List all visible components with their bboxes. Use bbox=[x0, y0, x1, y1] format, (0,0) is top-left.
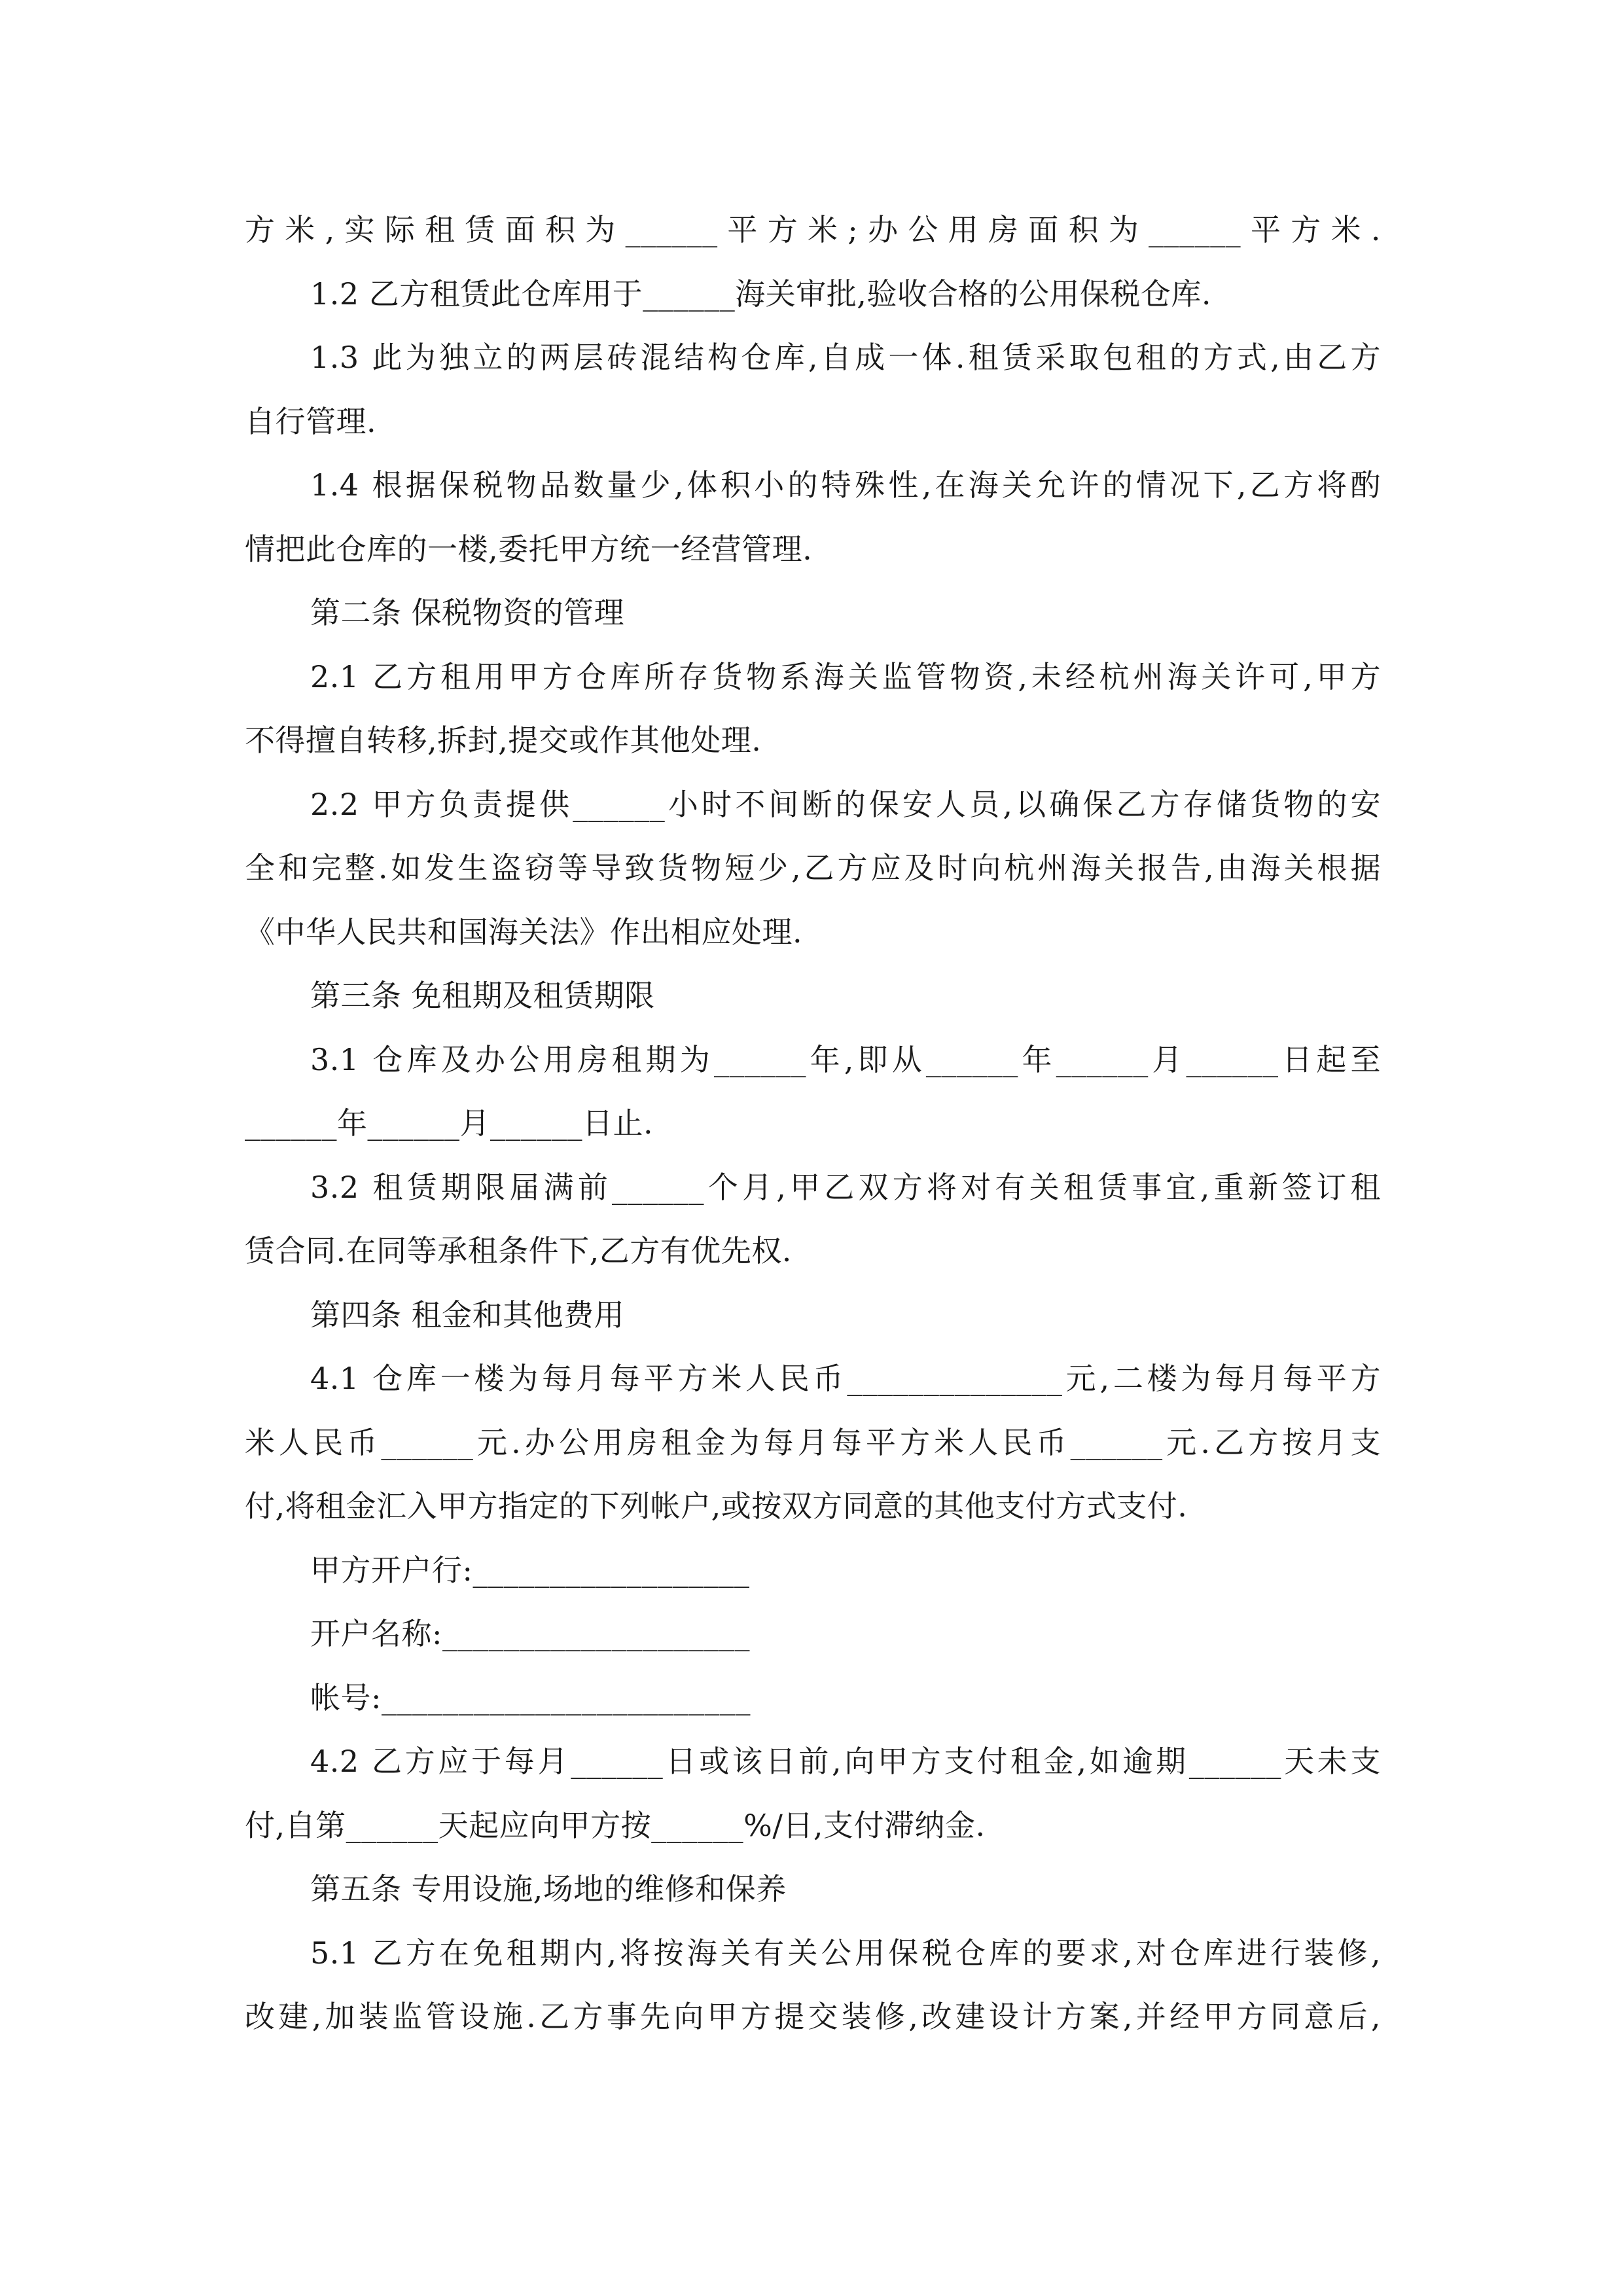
text-line: 赁合同.在同等承租条件下,乙方有优先权. bbox=[245, 1233, 792, 1268]
clause-5-1: 5.1 乙方在免租期内,将按海关有关公用保税仓库的要求,对仓库进行装修, bbox=[310, 1935, 1381, 1971]
clause-1-4: 1.4 根据保税物品数量少,体积小的特殊性,在海关允许的情况下,乙方将酌 bbox=[310, 467, 1381, 503]
text-line: 自行管理. bbox=[245, 403, 377, 439]
text-line: 方米,实际租赁面积为______平方米;办公用房面积为______平方米. bbox=[245, 212, 1381, 247]
article-3-heading: 第三条 免租期及租赁期限 bbox=[310, 978, 655, 1013]
clause-1-2: 1.2 乙方租赁此仓库用于______海关审批,验收合格的公用保税仓库. bbox=[310, 276, 1212, 312]
clause-2-1: 2.1 乙方租用甲方仓库所存货物系海关监管物资,未经杭州海关许可,甲方 bbox=[310, 658, 1381, 694]
account-number-field: 帐号:________________________ bbox=[310, 1679, 751, 1715]
text-line: 不得擅自转移,拆封,提交或作其他处理. bbox=[245, 723, 762, 758]
account-name-field: 开户名称:____________________ bbox=[310, 1616, 750, 1651]
text-line: 改建,加装监管设施.乙方事先向甲方提交装修,改建设计方案,并经甲方同意后, bbox=[245, 1999, 1381, 2034]
clause-3-1: 3.1 仓库及办公用房租期为______年,即从______年______月______日起至 bbox=[310, 1041, 1381, 1077]
text-line: 《中华人民共和国海关法》作出相应处理. bbox=[245, 914, 803, 950]
clause-3-2: 3.2 租赁期限届满前______个月,甲乙双方将对有关租赁事宜,重新签订租 bbox=[310, 1169, 1381, 1205]
document-body bbox=[245, 198, 1381, 2049]
clause-4-1: 4.1 仓库一楼为每月每平方米人民币______________元,二楼为每月每平方 bbox=[310, 1361, 1381, 1396]
text-line: 付,自第______天起应向甲方按______%/日,支付滞纳金. bbox=[245, 1807, 986, 1843]
article-2-heading: 第二条 保税物资的管理 bbox=[310, 595, 625, 630]
clause-4-2: 4.2 乙方应于每月______日或该日前,向甲方支付租金,如逾期______天未支 bbox=[310, 1744, 1381, 1779]
clause-2-2: 2.2 甲方负责提供______小时不间断的保安人员,以确保乙方存储货物的安 bbox=[310, 786, 1381, 822]
article-5-heading: 第五条 专用设施,场地的维修和保养 bbox=[310, 1871, 787, 1907]
clause-1-3: 1.3 此为独立的两层砖混结构仓库,自成一体.租赁采取包租的方式,由乙方 bbox=[310, 340, 1381, 375]
text-line: 米人民币______元.办公用房租金为每月每平方米人民币______元.乙方按月支 bbox=[245, 1424, 1381, 1460]
article-4-heading: 第四条 租金和其他费用 bbox=[310, 1297, 625, 1333]
text-line: 情把此仓库的一楼,委托甲方统一经营管理. bbox=[245, 531, 813, 567]
text-line: ______年______月______日止. bbox=[245, 1105, 654, 1141]
text-line: 全和完整.如发生盗窃等导致货物短少,乙方应及时向杭州海关报告,由海关根据 bbox=[245, 850, 1381, 886]
text-line: 付,将租金汇入甲方指定的下列帐户,或按双方同意的其他支付方式支付. bbox=[245, 1488, 1188, 1524]
bank-name-field: 甲方开户行:__________________ bbox=[310, 1552, 750, 1588]
